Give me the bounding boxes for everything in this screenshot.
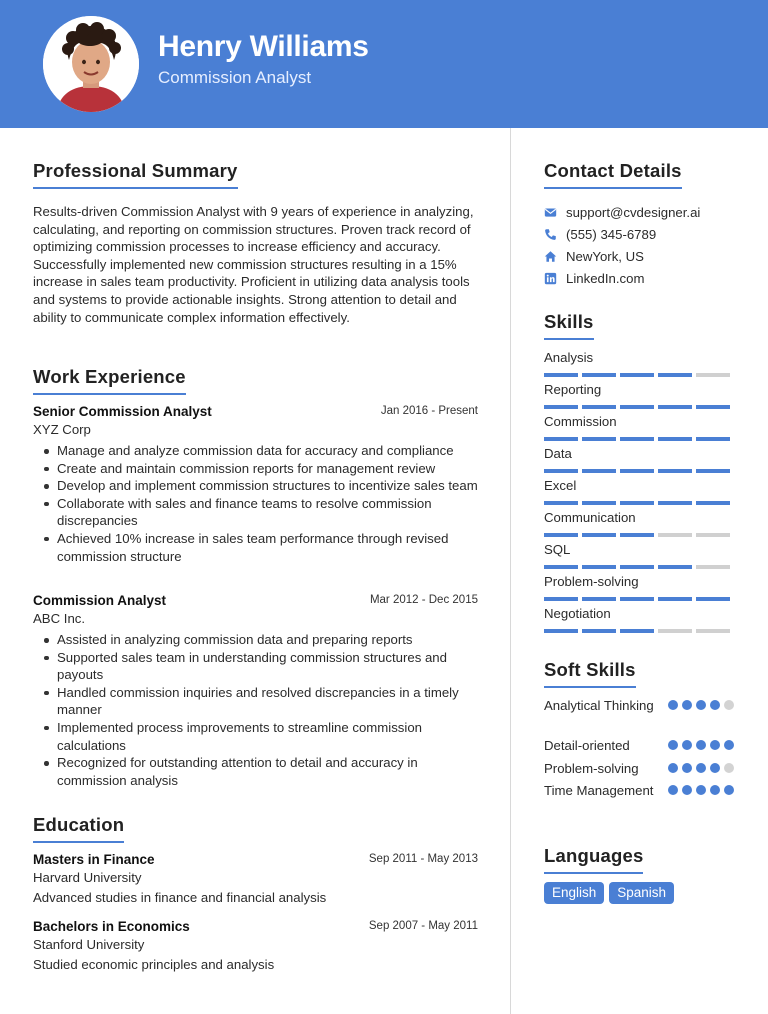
contact-location <box>544 245 734 267</box>
skill-item <box>544 509 734 541</box>
list-item: Collaborate with sales and finance teams to resolve commission discrepancies <box>33 495 478 530</box>
skill-level-segment <box>696 565 730 569</box>
skill-level-segment <box>620 469 654 473</box>
rating-dot <box>682 785 692 795</box>
list-item: Implemented process improvements to streamline commission calculations <box>33 719 478 754</box>
soft-skill-item <box>544 760 734 782</box>
skill-level-segment <box>582 533 616 537</box>
languages-heading: Languages <box>544 845 643 874</box>
skill-level-segment <box>696 533 730 537</box>
skill-level-segment <box>696 373 730 377</box>
candidate-name: Henry Williams <box>158 30 369 63</box>
summary-heading: Professional Summary <box>33 160 238 189</box>
job-bullets <box>33 631 478 789</box>
skill-level-segment <box>658 405 692 409</box>
skill-level-segment <box>658 629 692 633</box>
rating-dot <box>668 700 678 710</box>
job-title: Commission Analyst <box>33 593 167 608</box>
skill-level-bar <box>544 469 734 473</box>
skill-level-bar <box>544 629 734 633</box>
soft-skill-rating <box>668 785 734 795</box>
work-heading: Work Experience <box>33 366 186 395</box>
languages-list <box>544 882 734 904</box>
skill-level-segment <box>620 533 654 537</box>
skill-level-segment <box>658 565 692 569</box>
education-date: Sep 2011 - May 2013 <box>368 853 478 865</box>
skill-level-segment <box>582 373 616 377</box>
rating-dot <box>668 740 678 750</box>
contact-linkedin[interactable] <box>544 267 734 289</box>
degree-title: Masters in Finance <box>33 852 155 867</box>
job-title: Senior Commission Analyst <box>33 404 212 419</box>
rating-dot <box>682 740 692 750</box>
home-icon <box>544 250 557 263</box>
skill-level-segment <box>582 565 616 569</box>
candidate-role: Commission Analyst <box>158 68 312 87</box>
skill-level-segment <box>696 469 730 473</box>
school-name: Stanford University <box>33 937 145 952</box>
list-item: Assisted in analyzing commission data and preparing reports <box>33 631 478 649</box>
skill-level-segment <box>582 629 616 633</box>
job-bullets <box>33 442 478 565</box>
skill-level-segment <box>658 437 692 441</box>
list-item: Create and maintain commission reports for management review <box>33 460 478 478</box>
soft-skill-item <box>544 697 734 737</box>
contact-list <box>544 201 734 289</box>
skill-level-segment <box>544 565 578 569</box>
skill-name: Commission <box>544 414 617 429</box>
contact-section <box>544 160 682 189</box>
summary-text: Results-driven Commission Analyst with 9 years of experience in analyzing, calculating, and reporting on commission structures. Proven track record of optimizing commission processes to increase efficiency and accuracy. Successfully implemented new commission structures resulting in a 15% increase in sales team productivity. Proficient in utilizing data analysis tools and systems to provide actionable insights. Strong attention to detail and ability to communicate complex information effectively. <box>33 204 474 325</box>
skill-level-bar <box>544 373 734 377</box>
skill-level-segment <box>544 469 578 473</box>
job-entry <box>33 593 478 789</box>
skill-level-segment <box>696 501 730 505</box>
resume-header <box>0 0 768 128</box>
soft-skill-item <box>544 737 734 760</box>
skill-level-segment <box>544 501 578 505</box>
job-company: XYZ Corp <box>33 422 91 437</box>
skill-item <box>544 445 734 477</box>
soft-skill-name: Problem-solving <box>544 761 639 776</box>
rating-dot <box>696 740 706 750</box>
skill-level-segment <box>696 405 730 409</box>
skill-level-segment <box>544 629 578 633</box>
languages-section <box>544 845 643 874</box>
skill-level-bar <box>544 501 734 505</box>
job-date: Mar 2012 - Dec 2015 <box>369 594 478 606</box>
skill-level-bar <box>544 405 734 409</box>
list-item: Develop and implement commission structures to incentivize sales team <box>33 477 478 495</box>
skill-item <box>544 605 734 637</box>
education-entry <box>33 852 478 905</box>
skill-level-segment <box>544 437 578 441</box>
linkedin-icon <box>544 272 557 285</box>
profile-photo <box>43 16 139 112</box>
skill-level-segment <box>620 437 654 441</box>
list-item: Supported sales team in understanding commission structures and payouts <box>33 649 478 684</box>
skill-level-segment <box>582 597 616 601</box>
soft-skill-rating <box>668 740 734 750</box>
skill-level-segment <box>620 597 654 601</box>
list-item: Achieved 10% increase in sales team performance through revised commission structure <box>33 530 478 565</box>
skill-level-segment <box>582 469 616 473</box>
skill-name: Excel <box>544 478 577 493</box>
rating-dot <box>668 763 678 773</box>
rating-dot <box>696 763 706 773</box>
rating-dot <box>696 700 706 710</box>
degree-title: Bachelors in Economics <box>33 919 190 934</box>
language-badge: English <box>544 882 604 904</box>
rating-dot <box>710 700 720 710</box>
education-date: Sep 2007 - May 2011 <box>368 920 478 932</box>
rating-dot <box>710 740 720 750</box>
skill-level-segment <box>620 629 654 633</box>
soft-skills-list <box>544 697 734 822</box>
skill-level-segment <box>658 469 692 473</box>
job-company: ABC Inc. <box>33 611 86 626</box>
skill-level-segment <box>658 373 692 377</box>
skill-level-segment <box>620 565 654 569</box>
skill-level-segment <box>582 501 616 505</box>
skill-level-segment <box>658 597 692 601</box>
list-item: Handled commission inquiries and resolved discrepancies in a timely manner <box>33 684 478 719</box>
contact-email-text: support@cvdesigner.ai <box>566 204 701 220</box>
phone-icon <box>544 228 557 241</box>
school-name: Harvard University <box>33 870 142 885</box>
skill-level-segment <box>544 405 578 409</box>
rating-dot <box>724 763 734 773</box>
soft-skills-heading: Soft Skills <box>544 659 636 688</box>
skills-heading: Skills <box>544 311 594 340</box>
summary-section <box>33 160 238 189</box>
skill-name: Negotiation <box>544 606 611 621</box>
soft-skill-item <box>544 782 734 822</box>
contact-phone[interactable] <box>544 223 734 245</box>
skill-level-segment <box>544 597 578 601</box>
skill-item <box>544 413 734 445</box>
contact-email[interactable] <box>544 201 734 223</box>
skill-level-segment <box>582 405 616 409</box>
work-section <box>33 366 186 395</box>
skill-name: SQL <box>544 542 571 557</box>
list-item: Manage and analyze commission data for accuracy and compliance <box>33 442 478 460</box>
rating-dot <box>696 785 706 795</box>
skill-item <box>544 477 734 509</box>
job-entry <box>33 404 478 565</box>
skill-level-bar <box>544 565 734 569</box>
skill-name: Analysis <box>544 350 594 365</box>
rating-dot <box>724 785 734 795</box>
rating-dot <box>724 700 734 710</box>
rating-dot <box>710 785 720 795</box>
skill-level-bar <box>544 533 734 537</box>
rating-dot <box>668 785 678 795</box>
soft-skill-name: Time Management <box>544 783 654 798</box>
skill-level-segment <box>658 533 692 537</box>
skill-name: Reporting <box>544 382 602 397</box>
skill-item <box>544 381 734 413</box>
soft-skills-section <box>544 659 636 688</box>
skill-level-segment <box>544 533 578 537</box>
soft-skill-rating <box>668 763 734 773</box>
language-badge: Spanish <box>609 882 674 904</box>
education-description: Studied economic principles and analysis <box>33 957 275 972</box>
education-description: Advanced studies in finance and financial analysis <box>33 890 327 905</box>
skill-level-segment <box>658 501 692 505</box>
skill-level-bar <box>544 437 734 441</box>
skill-level-segment <box>620 501 654 505</box>
skill-level-segment <box>696 597 730 601</box>
skill-level-segment <box>696 437 730 441</box>
contact-linkedin-text: LinkedIn.com <box>566 270 645 286</box>
soft-skill-name: Analytical Thinking <box>544 698 654 713</box>
envelope-icon <box>544 206 557 219</box>
contact-phone-text: (555) 345-6789 <box>566 226 657 242</box>
column-divider <box>510 128 511 1014</box>
education-entry <box>33 919 478 972</box>
rating-dot <box>710 763 720 773</box>
skill-level-segment <box>544 373 578 377</box>
rating-dot <box>682 763 692 773</box>
profile-photo-avatar <box>43 16 139 112</box>
education-heading: Education <box>33 814 124 843</box>
skill-level-segment <box>582 437 616 441</box>
rating-dot <box>724 740 734 750</box>
skill-name: Data <box>544 446 572 461</box>
skill-level-bar <box>544 597 734 601</box>
skills-section <box>544 311 594 340</box>
contact-heading: Contact Details <box>544 160 682 189</box>
soft-skill-name: Detail-oriented <box>544 738 630 753</box>
skill-level-segment <box>620 373 654 377</box>
skill-item <box>544 573 734 605</box>
list-item: Recognized for outstanding attention to detail and accuracy in commission analysis <box>33 754 478 789</box>
skill-item <box>544 349 734 381</box>
rating-dot <box>682 700 692 710</box>
skill-level-segment <box>620 405 654 409</box>
skill-name: Communication <box>544 510 636 525</box>
skill-level-segment <box>696 629 730 633</box>
skill-item <box>544 541 734 573</box>
contact-location-text: NewYork, US <box>566 248 644 264</box>
education-section <box>33 814 124 843</box>
skill-name: Problem-solving <box>544 574 639 589</box>
job-date: Jan 2016 - Present <box>380 405 478 417</box>
soft-skill-rating <box>668 700 734 710</box>
skills-list <box>544 349 734 637</box>
